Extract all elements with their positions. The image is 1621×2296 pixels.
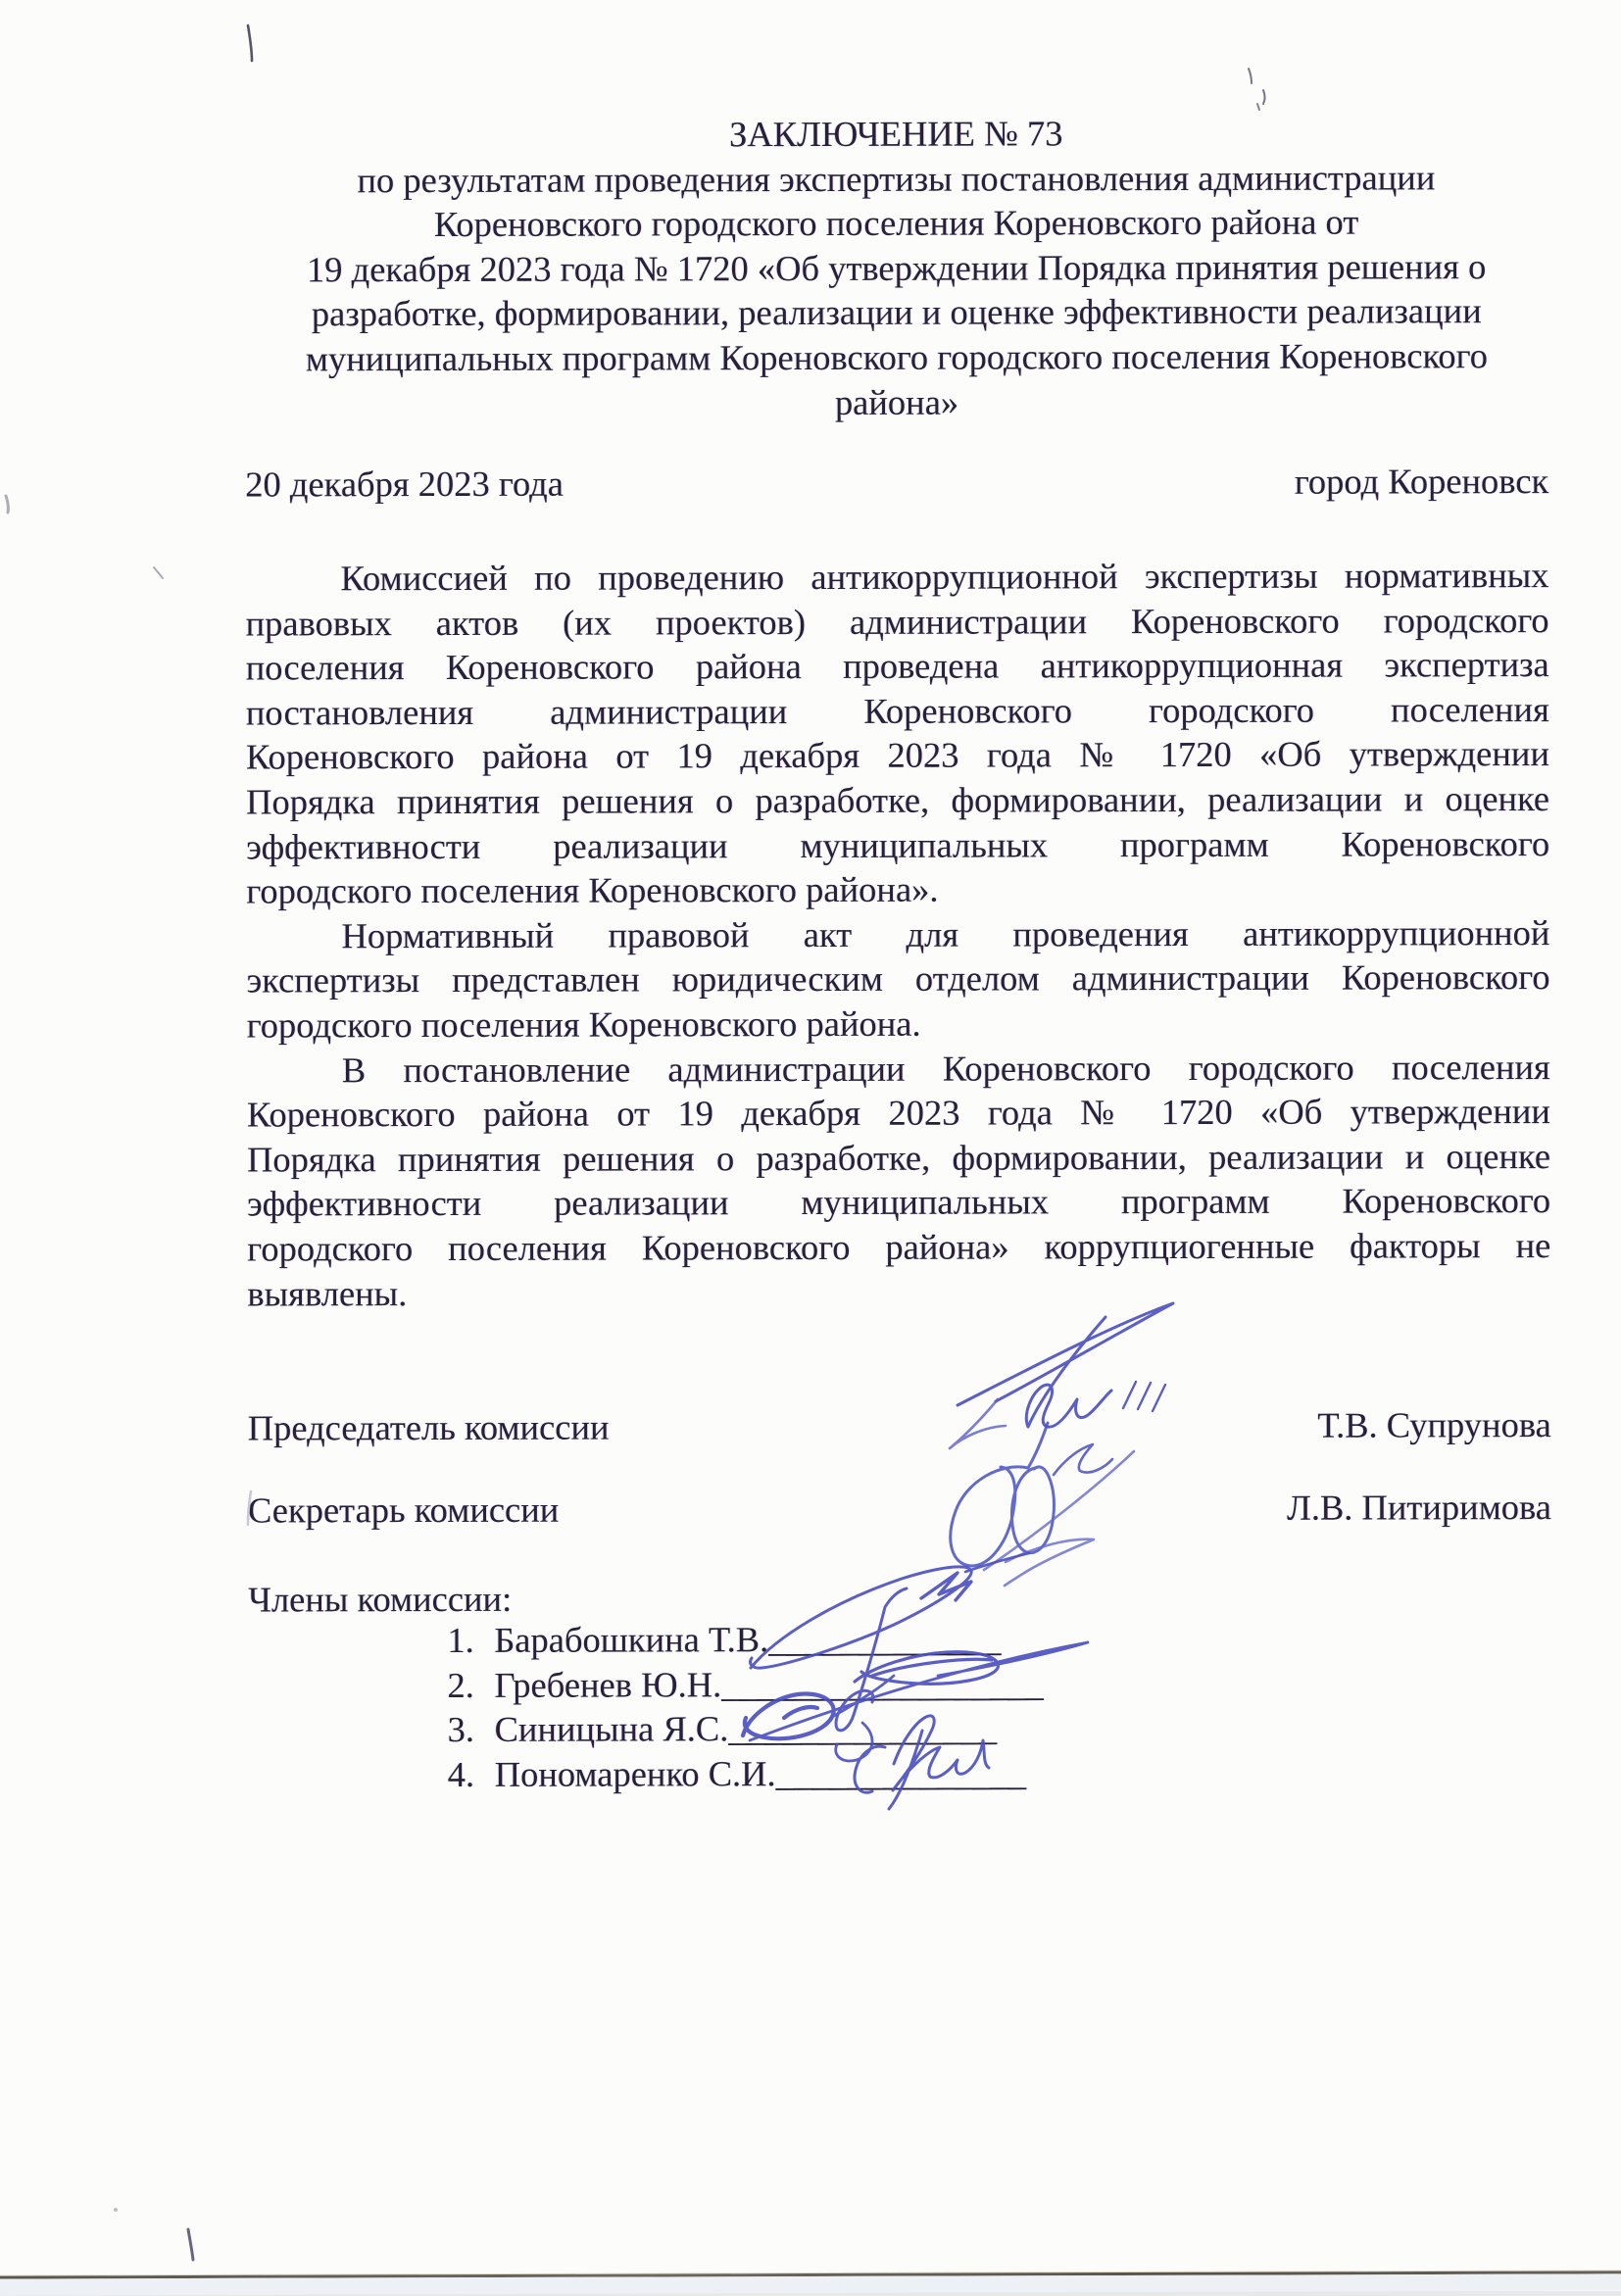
paragraph-line: городского поселения Кореновского района. — [246, 1002, 921, 1046]
title-line: разработке, формировании, реализации и оценке эффективности реализации — [311, 290, 1482, 334]
paragraph-line: выявлены. — [247, 1272, 408, 1314]
paragraph-line: эффективности реализации муниципальных программ Кореновского — [246, 822, 1550, 867]
member-name: Пономаренко С.И. — [494, 1752, 776, 1794]
member-number: 2. — [447, 1664, 474, 1705]
paragraph — [246, 910, 1549, 1048]
signature-line: __________________ — [721, 1662, 1044, 1704]
paragraph-line: эффективности реализации муниципальных программ Кореновского — [247, 1180, 1551, 1224]
member-row — [448, 1750, 1044, 1796]
signatory-row-chair — [248, 1402, 1551, 1450]
member-row — [447, 1661, 1043, 1707]
member-number: 1. — [447, 1619, 474, 1660]
paragraph-line: В постановление администрации Кореновского городского поселения — [341, 1046, 1550, 1090]
paragraph-line: постановления администрации Кореновского городского поселения — [245, 688, 1549, 733]
signatory-name-chair: Т.В. Супрунова — [1317, 1404, 1551, 1445]
paragraph — [247, 1045, 1551, 1316]
paragraph-line: городского поселения Кореновского района». — [246, 868, 939, 911]
member-number: 4. — [447, 1753, 475, 1794]
document-title — [244, 110, 1548, 426]
date-place-row — [245, 459, 1548, 507]
title-line: 19 декабря 2023 года № 1720 «Об утверждении Порядка принятия решения о — [306, 245, 1487, 290]
paragraph-line: правовых актов (их проектов) администрации Кореновского городского — [245, 599, 1549, 644]
member-number: 3. — [447, 1709, 474, 1750]
paragraph-line: городского поселения Кореновского района» коррупциогенные факторы не — [247, 1224, 1551, 1269]
scanner-bottom-edge — [0, 2271, 1621, 2295]
member-name: Синицына Я.С. — [494, 1708, 729, 1750]
paragraph-line: экспертизы представлен юридическим отделом администрации Кореновского — [246, 956, 1550, 1001]
signature-line: _____________ — [768, 1618, 1002, 1660]
member-row — [447, 1616, 1043, 1662]
document-body — [245, 553, 1550, 1316]
title-line: Кореновского городского поселения Кореновского района от — [433, 201, 1359, 245]
title-line: района» — [834, 381, 959, 422]
members-heading: Члены комиссии: — [248, 1578, 513, 1620]
paragraph-line: Кореновского района от 19 декабря 2023 года № 1720 «Об утверждении — [246, 1091, 1550, 1135]
signatory-role-secretary: Секретарь комиссии — [247, 1489, 560, 1531]
paragraph-line: Нормативный правовой акт для проведения антикоррупционной — [341, 911, 1550, 956]
member-row — [447, 1706, 1043, 1752]
members-list — [447, 1616, 1044, 1796]
document-heading: ЗАКЛЮЧЕНИЕ № 73 — [728, 113, 1063, 155]
paragraph-line: Порядка принятия решения о разработке, формировании, реализации и оценке — [246, 777, 1550, 822]
signature-line: ______________ — [775, 1752, 1027, 1793]
signatory-role-chair: Председатель комиссии — [247, 1406, 610, 1448]
document-date: 20 декабря 2023 года — [245, 463, 564, 505]
paragraph-line: Порядка принятия решения о разработке, формировании, реализации и оценке — [246, 1135, 1551, 1180]
paragraph-line: поселения Кореновского района проведена антикоррупционная экспертиза — [245, 644, 1549, 688]
signatory-name-secretary: Л.В. Питиримова — [1286, 1487, 1552, 1528]
member-name: Барабошкина Т.В. — [494, 1619, 769, 1660]
signature-line: _______________ — [728, 1707, 998, 1749]
title-line: по результатам проведения экспертизы постановления администрации — [357, 156, 1436, 200]
paragraph-line: Комиссией по проведению антикоррупционной экспертизы нормативных — [340, 555, 1549, 599]
document-place: город Кореновск — [1294, 461, 1549, 502]
signatory-row-secretary — [248, 1485, 1551, 1533]
title-line: муниципальных программ Кореновского городского поселения Кореновского — [305, 335, 1488, 379]
paragraph-line: Кореновского района от 19 декабря 2023 года № 1720 «Об утверждении — [245, 733, 1550, 777]
member-name: Гребенев Ю.Н. — [494, 1663, 722, 1705]
paragraph — [245, 553, 1549, 913]
